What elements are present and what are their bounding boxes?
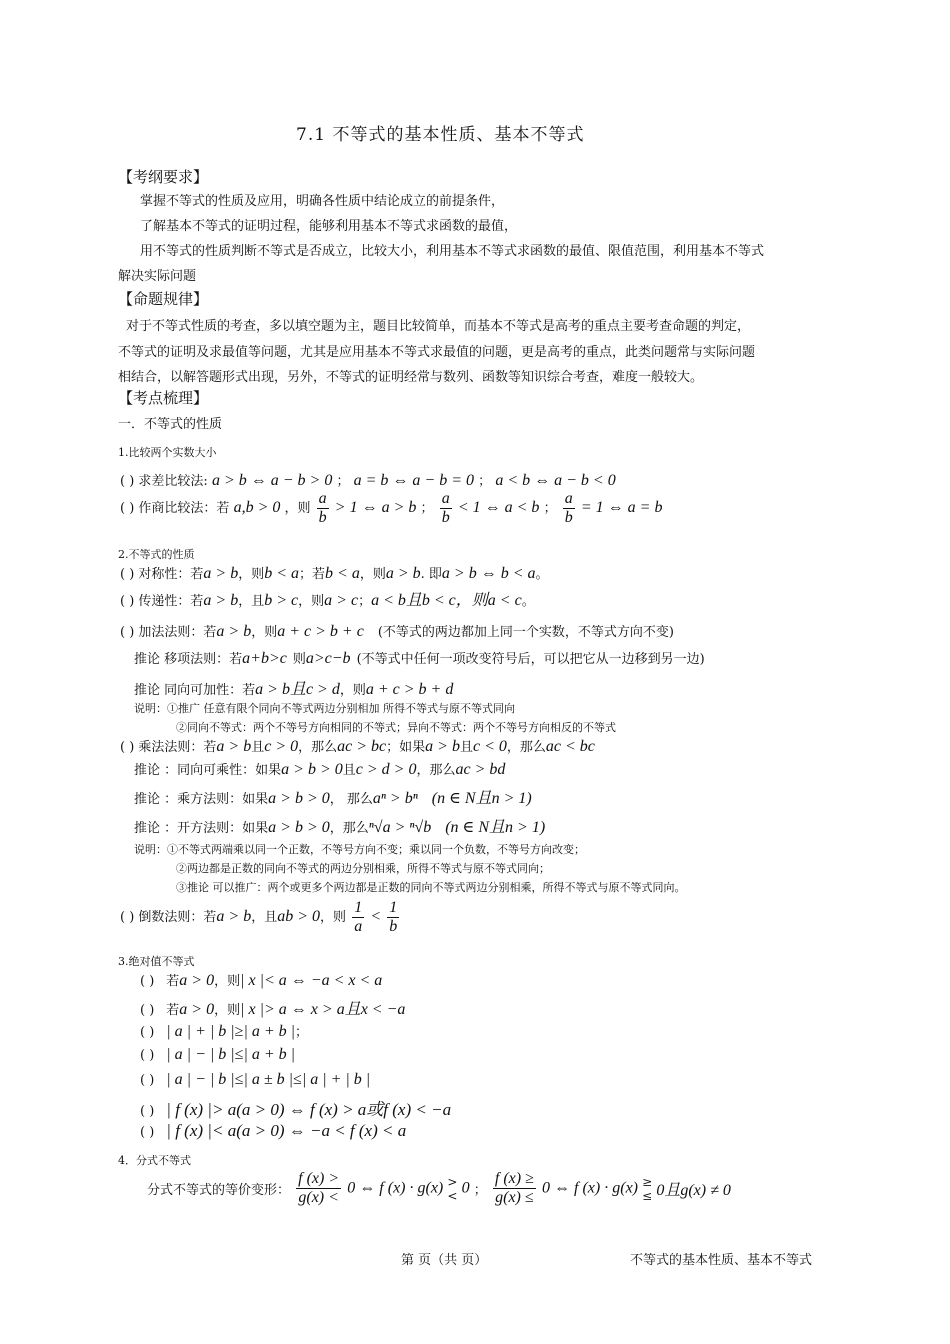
s2-row7: 推论 ：同向可乘性：如果a > b > 0且c > d > 0，那么ac > bd	[134, 761, 506, 778]
fraction-f-over-g-2: $\frac{f (x) \ge}{g(x) \le}$	[494, 1170, 534, 1206]
kaogang-line-1: 掌握不等式的性质及应用，明确各性质中结论成立的前提条件，	[140, 194, 505, 209]
fraction-one-over-b: $\frac{1}{b}$	[389, 899, 398, 935]
s3-row3: ( ) | a | + | b |≥| a + b |；	[140, 1023, 309, 1040]
s3-row7: ( ) | f (x) |< a(a > 0) ⇔ −a < f (x) < a	[140, 1121, 407, 1140]
s1-row2-label: ( ) 作商比较法：若	[120, 501, 230, 516]
s1-row1-label: ( ) 求差比较法:	[120, 474, 208, 489]
s3-heading: 3.绝对值不等式	[118, 955, 195, 968]
kaogang-heading: 【考纲要求】	[118, 168, 209, 186]
s1-row2-m3: = 1 ⇔ a = b	[580, 499, 663, 516]
s2-note2-line3: ③推论 可以推广：两个或更多个两边都是正数的同向不等式两边分别相乘，所得不等式与原不等式同向。	[176, 881, 686, 894]
s1-row2: ( ) 作商比较法：若 a,b > 0 ，则 $\frac{a}{b}$ > 1 ⇔ a > b ； $\frac{a}{b}$ < 1 ⇔ a < b ； $\frac{a}{b}$ = 1 ⇔ a = b	[120, 490, 663, 526]
kaogang-line-3: 用不等式的性质判断不等式是否成立，比较大小，利用基本不等式求函数的最值、限值范围，利用基本不等式	[140, 244, 765, 259]
s2-note2: 说明：①不等式两端乘以同一个正数，不等号方向不变；乘以同一个负数，不等号方向改变；	[134, 843, 585, 856]
s2-row9: 推论 ：开方法则：如果a > b > 0，那么ⁿ√a > ⁿ√b (n ∈ N且n > 1)	[134, 819, 546, 836]
s2-row10: ( ) 倒数法则：若a > b，且ab > 0，则 $\frac{1}{a}$ < $\frac{1}{b}$	[120, 899, 398, 935]
relation-gt-lt: > <	[447, 1174, 458, 1203]
s3-row1: ( ) 若a > 0，则| x |< a ⇔ −a < x < a	[140, 972, 383, 989]
s3-row6: ( ) | f (x) |> a(a > 0) ⇔ f (x) > a或f (x) < −a	[140, 1100, 452, 1119]
s2-row8: 推论 ：乘方法则：如果a > b > 0， 那么aⁿ > bⁿ (n ∈ N且n > 1)	[134, 790, 532, 807]
s1-row1: ( ) 求差比较法: a > b ⇔ a − b > 0 ； a = b ⇔ a − b = 0 ； a < b ⇔ a − b < 0	[120, 472, 616, 489]
fraction-f-over-g-1: $\frac{f (x) >}{g(x) <}$	[298, 1170, 340, 1206]
part-one-heading: 一．不等式的性质	[118, 417, 223, 432]
fraction-a-over-b-1: $\frac{a}{b}$	[318, 490, 327, 526]
s1-heading: 1.比较两个实数大小	[118, 446, 217, 459]
s2-note2-line2: ②两边都是正数的同向不等式的两边分别相乘，所得不等式与原不等式同向；	[176, 862, 550, 875]
s2-row4: 推论 移项法则：若a+b>c 则a>c−b (不等式中任何一项改变符号后，可以把它从一边移到另一边)	[134, 650, 705, 667]
s2-row1: ( ) 对称性：若a > b，则b < a；若b < a，则a > b. 即a > b ⇔ b < a。	[120, 565, 549, 582]
s2-note1-line2: ②同向不等式：两个不等号方向相同的不等式；异向不等式：两个不等号方向相反的不等式	[176, 721, 616, 734]
kaogang-line-2: 了解基本不等式的证明过程，能够利用基本不等式求函数的最值，	[140, 219, 518, 234]
fraction-a-over-b-3: $\frac{a}{b}$	[564, 490, 573, 526]
fraction-one-over-a: $\frac{1}{a}$	[354, 899, 363, 935]
s2-row3: ( ) 加法法则：若a > b，则a + c > b + c (不等式的两边都加上同一个实数，不等式方向不变)	[120, 623, 674, 640]
s1-row2-cond: a,b > 0	[233, 499, 281, 516]
s1-row1-math2: a = b ⇔ a − b = 0	[353, 472, 475, 489]
mingti-line-1: 对于不等式性质的考查，多以填空题为主，题目比较简单，而基本不等式是高考的重点主要考查命题的判定，	[126, 319, 751, 334]
fraction-a-over-b-2: $\frac{a}{b}$	[441, 490, 450, 526]
s3-row4: ( ) | a | − | b |≤| a + b |	[140, 1046, 296, 1063]
mingti-line-3: 相结合，以解答题形式出现，另外，不等式的证明经常与数列、函数等知识综合考查，难度一般较大。	[118, 370, 704, 385]
s4-heading: 4．分式不等式	[118, 1154, 191, 1167]
s2-row5: 推论 同向可加性：若a > b且c > d，则a + c > b + d	[134, 681, 454, 698]
s2-heading: 2.不等式的性质	[118, 548, 195, 561]
s1-row1-math1: a > b ⇔ a − b > 0	[211, 472, 333, 489]
kaogang-line-4: 解决实际问题	[118, 269, 197, 284]
s2-row6: ( ) 乘法法则：若a > b且c > 0，那么ac > bc；如果a > b且c < 0，那么ac < bc	[120, 738, 595, 755]
page-title: 7.1 不等式的基本性质、基本不等式	[296, 125, 585, 145]
s4-row: 分式不等式的等价变形： $\frac{f (x) >}{g(x) <}$ 0 ⇔ f (x) · g(x) > < 0 ； $\frac{f (x) \ge}{g(x) \le}$ 0 ⇔ f (x) · g(x) ≥ ≤ 0且g(x) ≠ 0	[147, 1170, 731, 1206]
s1-row1-math3: a < b ⇔ a − b < 0	[495, 472, 616, 489]
mingti-heading: 【命题规律】	[118, 290, 209, 308]
s1-row2-then: ，则	[284, 501, 311, 516]
s3-row5: ( ) | a | − | b |≤| a ± b |≤| a | + | b |	[140, 1071, 371, 1088]
relation-ge-le: ≥ ≤	[642, 1174, 653, 1203]
kaodian-heading: 【考点梳理】	[118, 389, 209, 407]
s2-note1: 说明：①推广 任意有限个同向不等式两边分别相加 所得不等式与原不等式同向	[134, 702, 515, 715]
s1-row2-m2: < 1 ⇔ a < b	[457, 499, 540, 516]
s3-row2: ( ) 若a > 0，则| x |> a ⇔ x > a且x < −a	[140, 1001, 406, 1018]
footer-page-number: 第 页（共 页）	[401, 1253, 488, 1268]
footer-topic: 不等式的基本性质、基本不等式	[630, 1253, 813, 1268]
mingti-line-2: 不等式的证明及求最值等问题，尤其是应用基本不等式求最值的问题，更是高考的重点，此类问题常与实际问题	[118, 345, 756, 360]
s1-row2-m1: > 1 ⇔ a > b	[334, 499, 417, 516]
s2-row2: ( ) 传递性：若a > b，且b > c，则a > c；a < b且b < c，则a < c。	[120, 592, 535, 609]
